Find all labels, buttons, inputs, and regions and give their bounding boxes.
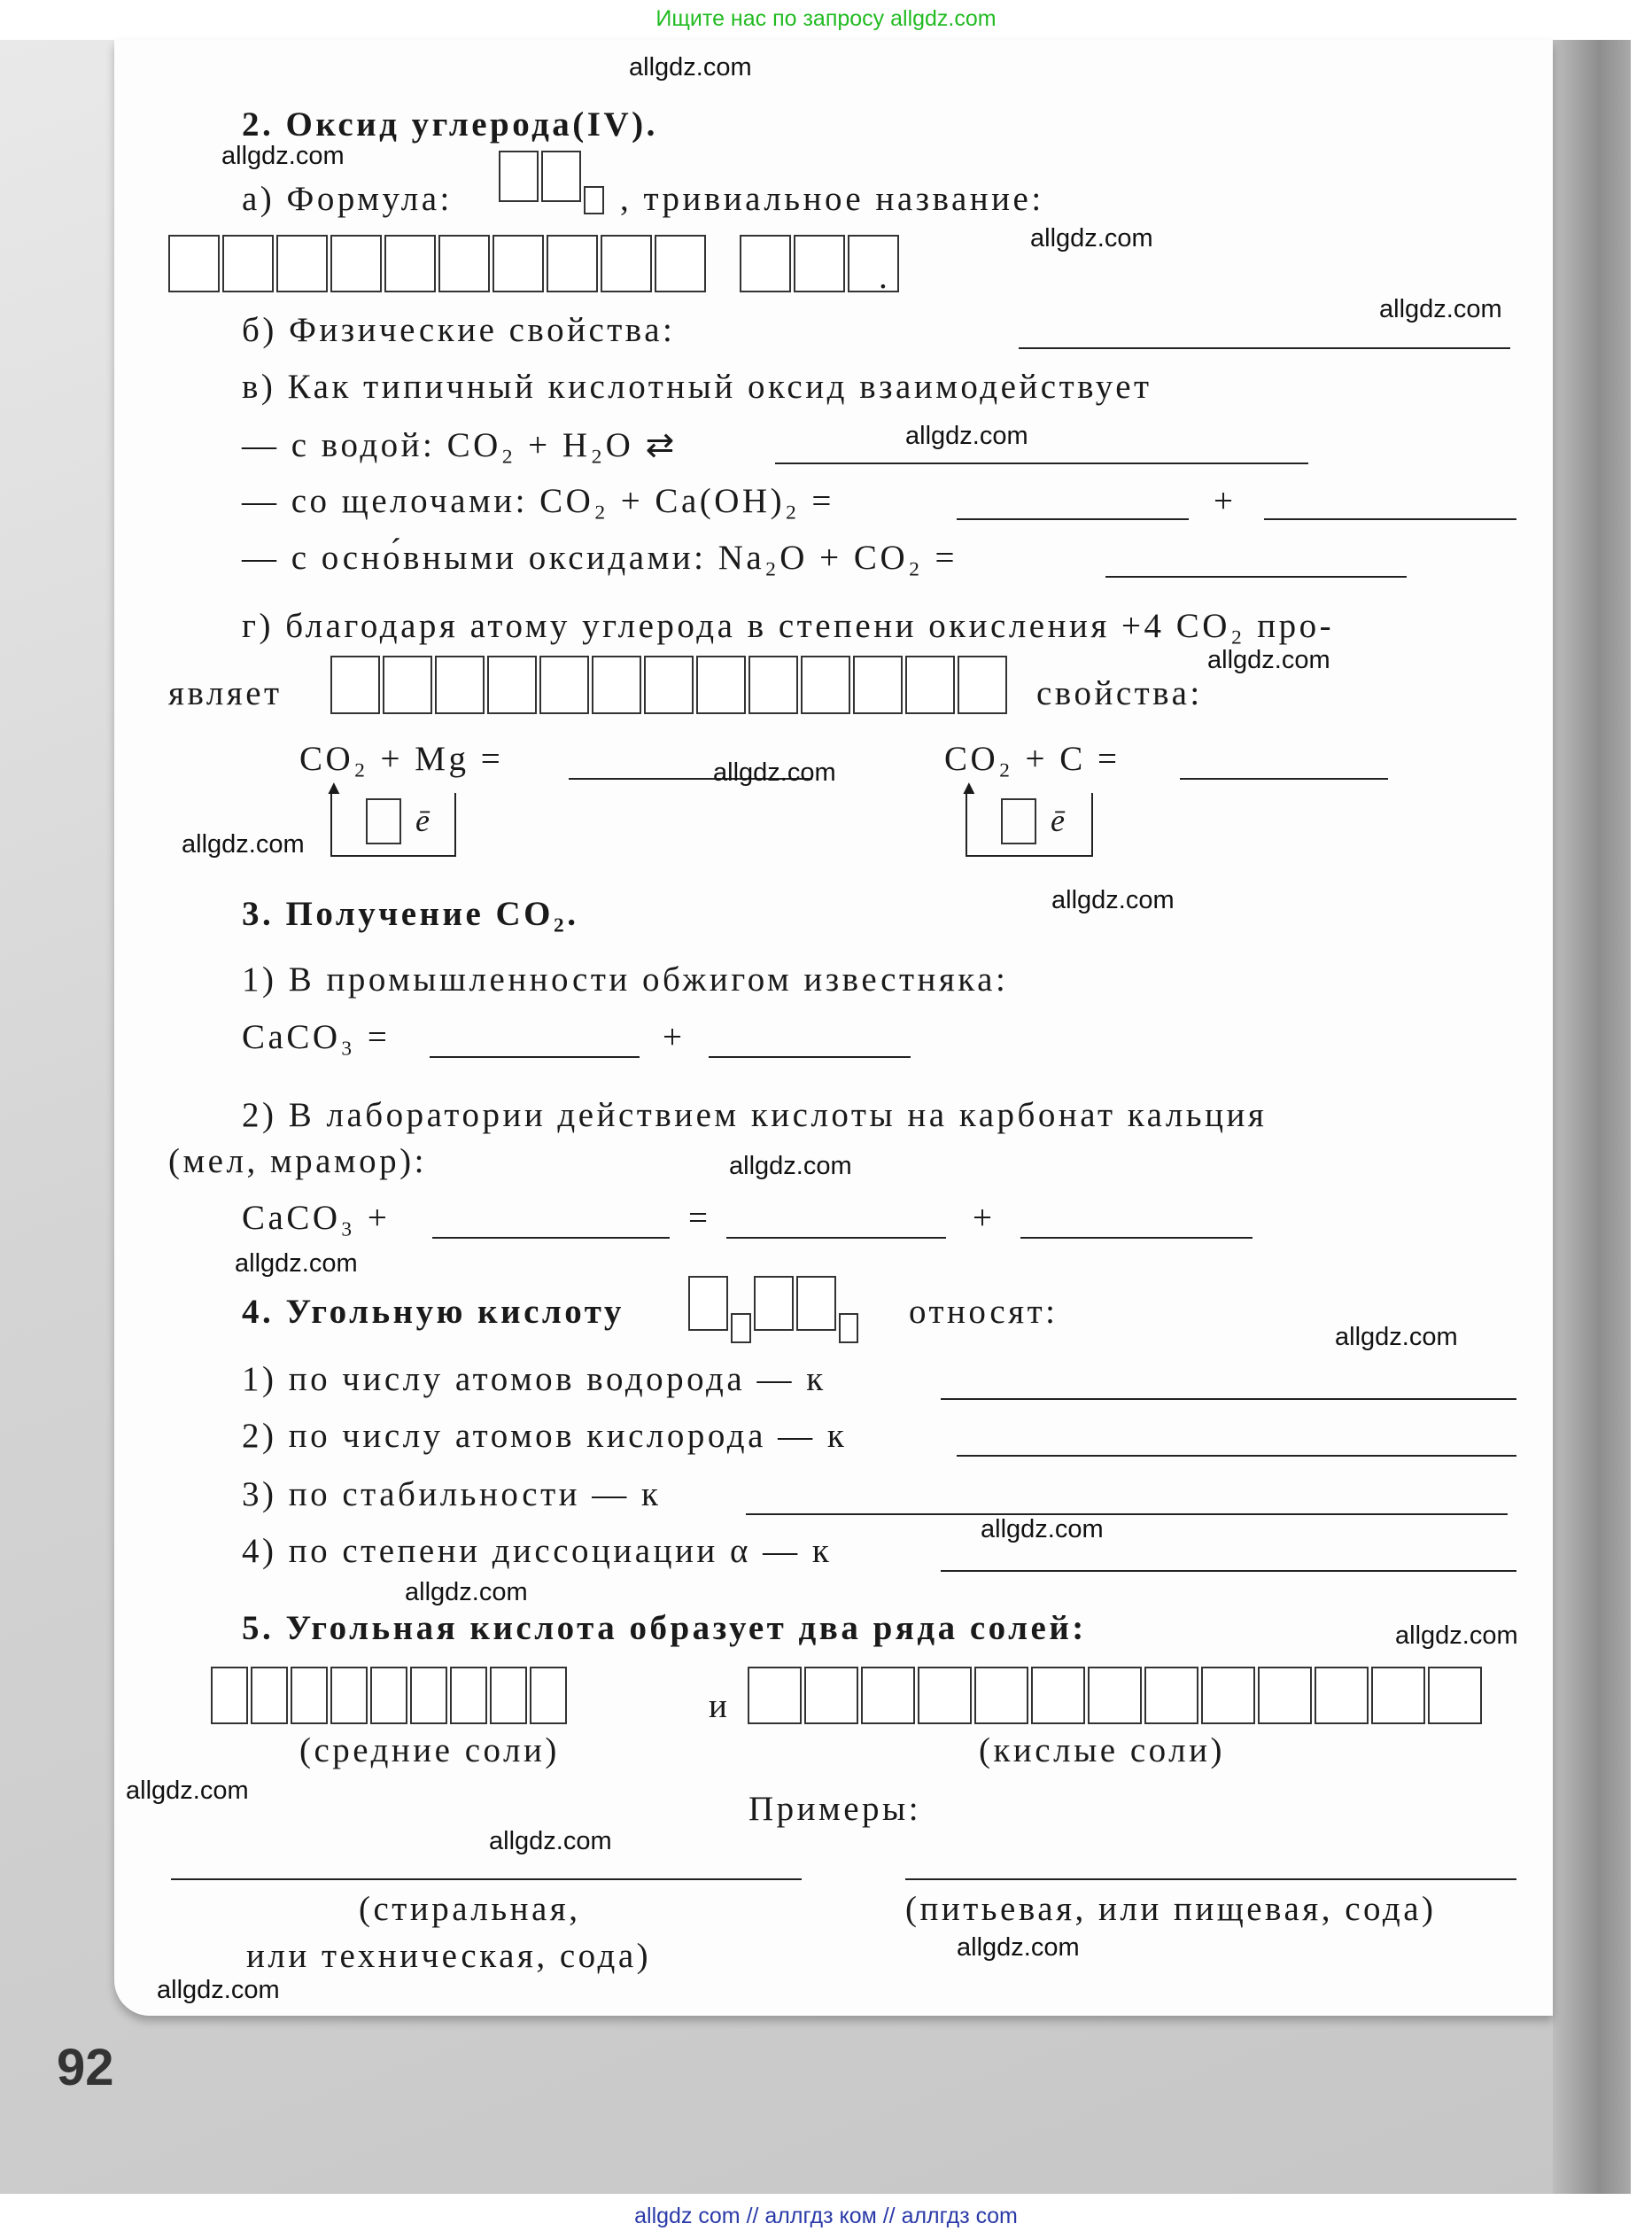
- lab-plus: +: [973, 1199, 996, 1237]
- letter-box[interactable]: [330, 656, 380, 714]
- book-spine-edge: [1553, 40, 1631, 2194]
- letter-box[interactable]: [1315, 1667, 1369, 1724]
- classification-oxygen-line[interactable]: [957, 1455, 1516, 1457]
- letter-box[interactable]: [1371, 1667, 1425, 1724]
- subscript-letter-box[interactable]: [839, 1313, 859, 1343]
- letter-box[interactable]: [291, 1667, 328, 1724]
- letter-box[interactable]: [499, 151, 539, 202]
- watermark: allgdz.com: [729, 1152, 852, 1180]
- section2-title: 2. Оксид углерода(IV).: [242, 105, 658, 144]
- physical-properties-line[interactable]: [1019, 347, 1510, 349]
- electron-balance-c: [959, 776, 1093, 857]
- letter-box[interactable]: [748, 1667, 802, 1724]
- oxidation-statement: г) благодаря атому углерода в степени окисления +4 CO₂ про-: [242, 607, 1335, 645]
- footer-banner-text: allgdz com // аллгдз ком // аллгдз com: [634, 2204, 1018, 2228]
- middle-salts-label: (средние соли): [299, 1731, 560, 1769]
- industry-method: 1) В промышленности обжигом известняка:: [242, 960, 1009, 999]
- classification-stability: 3) по стабильности — к: [242, 1475, 662, 1513]
- watermark: allgdz.com: [1030, 224, 1153, 253]
- industry-line-1[interactable]: [430, 1056, 640, 1058]
- industry-line-2[interactable]: [709, 1056, 911, 1058]
- properties-label: свойства:: [1036, 674, 1203, 712]
- reaction-alkali-line-1[interactable]: [957, 518, 1189, 520]
- watermark: allgdz.com: [235, 1249, 358, 1278]
- example-line-1[interactable]: [171, 1878, 802, 1880]
- acid-salts-boxes: [748, 1667, 1485, 1724]
- reaction-alkali: — со щелочами: CO₂ + Ca(OH)₂ =: [242, 482, 834, 520]
- formula-label: а) Формула:: [242, 180, 453, 218]
- classification-stability-line[interactable]: [746, 1513, 1508, 1515]
- letter-box[interactable]: [918, 1667, 972, 1724]
- letter-box[interactable]: [861, 1667, 915, 1724]
- letter-box[interactable]: [905, 656, 955, 714]
- electron-count-box[interactable]: [366, 798, 401, 844]
- section3-title: 3. Получение CO₂.: [242, 895, 579, 933]
- classification-oxygen: 2) по числу атомов кислорода — к: [242, 1417, 848, 1455]
- footer-banner: [0, 2194, 1652, 2239]
- letter-box[interactable]: [487, 656, 537, 714]
- letter-box[interactable]: [330, 235, 382, 292]
- letter-box[interactable]: [655, 235, 706, 292]
- example-line-2[interactable]: [905, 1878, 1516, 1880]
- letter-box[interactable]: [539, 656, 589, 714]
- formula-boxes: [499, 151, 607, 202]
- carbonic-acid-formula-boxes: [688, 1276, 861, 1331]
- letter-box[interactable]: [848, 235, 899, 292]
- watermark: allgdz.com: [957, 1933, 1080, 1962]
- watermark: allgdz.com: [489, 1827, 612, 1855]
- letter-box[interactable]: [794, 235, 845, 292]
- letter-box[interactable]: [592, 656, 641, 714]
- classification-hydrogen-line[interactable]: [941, 1398, 1516, 1400]
- and-word: и: [709, 1687, 731, 1725]
- acid-salts-label: (кислые соли): [979, 1731, 1225, 1769]
- electron-count-box[interactable]: [1001, 798, 1036, 844]
- middle-salts-boxes: [211, 1667, 570, 1724]
- electron-symbol: ē: [1051, 803, 1065, 838]
- watermark: allgdz.com: [1395, 1621, 1518, 1650]
- watermark: allgdz.com: [1379, 295, 1502, 323]
- equation-mg: CO₂ + Mg =: [299, 740, 504, 778]
- shows-label: являет: [168, 674, 283, 712]
- letter-box[interactable]: [1031, 1667, 1085, 1724]
- subscript-letter-box[interactable]: [584, 186, 604, 214]
- letter-box[interactable]: [801, 656, 850, 714]
- letter-box[interactable]: [251, 1667, 288, 1724]
- lab-equals: =: [688, 1199, 711, 1237]
- watermark: allgdz.com: [221, 142, 345, 170]
- trivial-name-label: , тривиальное название:: [620, 180, 1044, 218]
- letter-box[interactable]: [492, 235, 544, 292]
- reaction-alkali-line-2[interactable]: [1264, 518, 1516, 520]
- reaction-water-line[interactable]: [775, 463, 1308, 464]
- section4-title-end: относят:: [909, 1293, 1059, 1331]
- reaction-water: — с водой: CO₂ + H₂O ⇄: [242, 426, 678, 464]
- letter-box[interactable]: [370, 1667, 407, 1724]
- letter-box[interactable]: [276, 235, 328, 292]
- watermark: allgdz.com: [157, 1976, 280, 2004]
- letter-box[interactable]: [748, 656, 798, 714]
- letter-box[interactable]: [222, 235, 274, 292]
- watermark: allgdz.com: [629, 53, 752, 82]
- watermark: allgdz.com: [981, 1515, 1104, 1543]
- watermark: allgdz.com: [713, 758, 836, 787]
- classification-dissociation-line[interactable]: [941, 1570, 1516, 1572]
- watermark: allgdz.com: [1207, 646, 1330, 674]
- reaction-basic-oxide: — с осно́вными оксидами: Na₂O + CO₂ =: [242, 539, 958, 577]
- watermark: allgdz.com: [182, 830, 305, 859]
- subscript-letter-box[interactable]: [731, 1313, 751, 1343]
- letter-box[interactable]: [1088, 1667, 1142, 1724]
- equation-c-line[interactable]: [1180, 778, 1388, 780]
- lab-line-1[interactable]: [432, 1237, 670, 1239]
- page-number: 92: [57, 2039, 114, 2096]
- letter-box[interactable]: [601, 235, 652, 292]
- letter-box[interactable]: [696, 656, 746, 714]
- letter-box[interactable]: [410, 1667, 447, 1724]
- letter-box[interactable]: [853, 656, 903, 714]
- trivial-name-boxes: [168, 235, 902, 292]
- lab-method-cont: (мел, мрамор):: [168, 1142, 427, 1180]
- arrow-up-icon: ▲: [324, 776, 344, 798]
- electron-balance-mg: [324, 776, 456, 857]
- lab-line-3[interactable]: [1020, 1237, 1253, 1239]
- letter-box[interactable]: [330, 1667, 368, 1724]
- letter-box[interactable]: [688, 1276, 728, 1331]
- box-gap: [709, 235, 740, 292]
- watermark: allgdz.com: [1051, 886, 1175, 914]
- letter-box[interactable]: [804, 1667, 858, 1724]
- equation-c: CO₂ + C =: [944, 740, 1121, 778]
- watermark: allgdz.com: [905, 422, 1028, 450]
- reaction-alkali-plus: +: [1214, 482, 1237, 520]
- industry-equation: CaCO₃ =: [242, 1018, 391, 1056]
- top-banner-text: Ищите нас по запросу allgdz.com: [655, 6, 997, 31]
- watermark: allgdz.com: [405, 1578, 528, 1606]
- arrow-up-icon: ▲: [959, 776, 979, 798]
- letter-box[interactable]: [1201, 1667, 1255, 1724]
- letter-box[interactable]: [740, 235, 791, 292]
- lab-equation: CaCO₃ +: [242, 1199, 391, 1237]
- letter-box[interactable]: [168, 235, 220, 292]
- letter-box[interactable]: [383, 656, 432, 714]
- letter-box[interactable]: [384, 235, 436, 292]
- letter-box[interactable]: [490, 1667, 527, 1724]
- letter-box[interactable]: [796, 1276, 836, 1331]
- letter-box[interactable]: [974, 1667, 1028, 1724]
- letter-box[interactable]: [958, 656, 1007, 714]
- classification-dissociation: 4) по степени диссоциации α — к: [242, 1532, 833, 1570]
- industry-plus: +: [663, 1018, 686, 1056]
- letter-box[interactable]: [1258, 1667, 1312, 1724]
- letter-box[interactable]: [644, 656, 694, 714]
- examples-label: Примеры:: [748, 1790, 922, 1828]
- physical-properties-label: б) Физические свойства:: [242, 311, 676, 349]
- letter-box[interactable]: [754, 1276, 794, 1331]
- electron-symbol: ē: [415, 803, 430, 838]
- letter-box[interactable]: [547, 235, 598, 292]
- letter-box[interactable]: [211, 1667, 248, 1724]
- reaction-basic-oxide-line[interactable]: [1105, 576, 1407, 578]
- example-2-label: (питьевая, или пищевая, сода): [905, 1890, 1437, 1928]
- example-1-label: (стиральная,: [359, 1890, 581, 1928]
- top-banner: [0, 0, 1652, 40]
- watermark: allgdz.com: [126, 1776, 249, 1805]
- watermark: allgdz.com: [1335, 1323, 1458, 1351]
- letter-box[interactable]: [1144, 1667, 1198, 1724]
- letter-box[interactable]: [541, 151, 581, 202]
- acid-oxide-intro: в) Как типичный кислотный оксид взаимодействует: [242, 368, 1152, 406]
- classification-hydrogen: 1) по числу атомов водорода — к: [242, 1360, 826, 1398]
- lab-method: 2) В лаборатории действием кислоты на карбонат кальция: [242, 1096, 1268, 1134]
- properties-boxes: [330, 656, 1010, 714]
- lab-line-2[interactable]: [726, 1237, 946, 1239]
- letter-box[interactable]: [435, 656, 485, 714]
- section4-title: 4. Угольную кислоту: [242, 1293, 624, 1331]
- letter-box[interactable]: [438, 235, 490, 292]
- section5-title: 5. Угольная кислота образует два ряда солей:: [242, 1609, 1087, 1647]
- example-1-label-cont: или техническая, сода): [246, 1937, 652, 1975]
- trivial-name-period: .: [879, 258, 891, 296]
- letter-box[interactable]: [1428, 1667, 1482, 1724]
- letter-box[interactable]: [450, 1667, 487, 1724]
- letter-box[interactable]: [530, 1667, 567, 1724]
